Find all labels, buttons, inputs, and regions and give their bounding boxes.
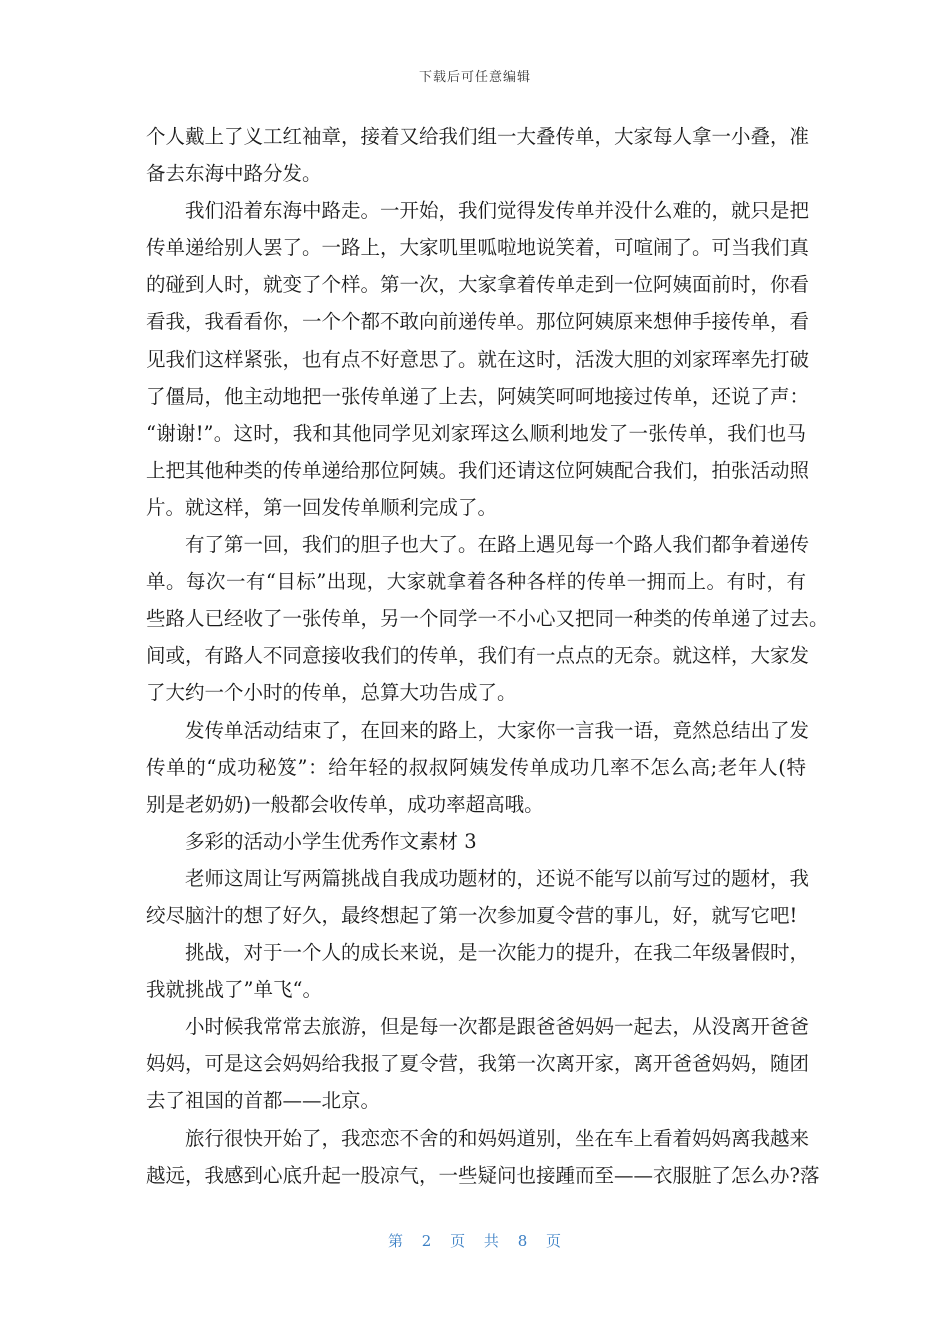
text-line: 的碰到人时，就变了个样。第一次，大家拿着传单走到一位阿姨面前时，你看: [146, 273, 810, 297]
text-line: 小时候我常常去旅游，但是每一次都是跟爸爸妈妈一起去，从没离开爸爸: [185, 1015, 810, 1039]
text-line: 片。就这样，第一回发传单顺利完成了。: [146, 495, 498, 519]
text-line: 传单的“成功秘笈”：给年轻的叔叔阿姨发传单成功几率不怎么高;老年人(特: [146, 755, 806, 779]
text-line: 了大约一个小时的传单，总算大功告成了。: [146, 681, 517, 705]
page-number: 2: [421, 1232, 433, 1250]
page-footer: [0, 1230, 950, 1251]
footer-ye: 页: [450, 1232, 467, 1250]
total-pages: 8: [517, 1232, 529, 1250]
document-body: [146, 118, 829, 1194]
text-line: “谢谢!”。这时，我和其他同学见刘家珲这么顺利地发了一张传单，我们也马: [146, 421, 806, 445]
text-line: 备去东海中路分发。: [146, 162, 322, 186]
text-line: 挑战，对于一个人的成长来说，是一次能力的提升，在我二年级暑假时，: [185, 941, 810, 965]
text-line: 见我们这样紧张，也有点不好意思了。就在这时，活泼大胆的刘家珲率先打破: [146, 347, 810, 371]
text-line: 别是老奶奶)一般都会收传单，成功率超高哦。: [146, 792, 544, 816]
text-line: 间或，有路人不同意接收我们的传单，我们有一点点的无奈。就这样，大家发: [146, 644, 810, 668]
text-line: 旅行很快开始了，我恋恋不舍的和妈妈道别，坐在车上看着妈妈离我越来: [185, 1126, 810, 1150]
footer-gong: 共: [483, 1232, 500, 1250]
text-line: 单。每次一有“目标”出现，大家就拿着各种各样的传单一拥而上。有时，有: [146, 570, 806, 594]
text-line: 个人戴上了义工红袖章，接着又给我们组一大叠传单，大家每人拿一小叠，准: [146, 125, 810, 148]
text-line: 多彩的活动小学生优秀作文素材 3: [185, 829, 477, 853]
text-line: 我就挑战了”单飞“。: [146, 978, 322, 1002]
text-line: 老师这周让写两篇挑战自我成功题材的，还说不能写以前写过的题材，我: [185, 866, 810, 890]
footer-di: 第: [387, 1232, 404, 1250]
text-line: 发传单活动结束了，在回来的路上，大家你一言我一语，竟然总结出了发: [185, 718, 810, 742]
text-line: 传单递给别人罢了。一路上，大家叽里呱啦地说笑着，可喧闹了。可当我们真: [146, 236, 810, 260]
text-line: 上把其他种类的传单递给那位阿姨。我们还请这位阿姨配合我们，拍张活动照: [146, 458, 810, 482]
text-line: 有了第一回，我们的胆子也大了。在路上遇见每一个路人我们都争着递传: [185, 533, 810, 557]
text-line: 了僵局，他主动地把一张传单递了上去，阿姨笑呵呵地接过传单，还说了声：: [146, 384, 810, 408]
page-header: 下载后可任意编辑: [418, 70, 531, 85]
text-line: 绞尽脑汁的想了好久，最终想起了第一次参加夏令营的事儿，好，就写它吧!: [146, 903, 798, 927]
text-line: 去了祖国的首都——北京。: [146, 1089, 381, 1113]
text-line: 些路人已经收了一张传单，另一个同学一不小心又把同一种类的传单递了过去。: [146, 607, 829, 631]
text-line: 我们沿着东海中路走。一开始，我们觉得发传单并没什么难的，就只是把: [185, 199, 810, 223]
text-line: 妈妈，可是这会妈妈给我报了夏令营，我第一次离开家，离开爸爸妈妈，随团: [146, 1052, 810, 1076]
text-line: 越远，我感到心底升起一股凉气，一些疑问也接踵而至——衣服脏了怎么办?落: [146, 1163, 820, 1187]
footer-ye-2: 页: [546, 1232, 563, 1250]
text-line: 看我，我看看你，一个个都不敢向前递传单。那位阿姨原来想伸手接传单，看: [146, 310, 810, 334]
